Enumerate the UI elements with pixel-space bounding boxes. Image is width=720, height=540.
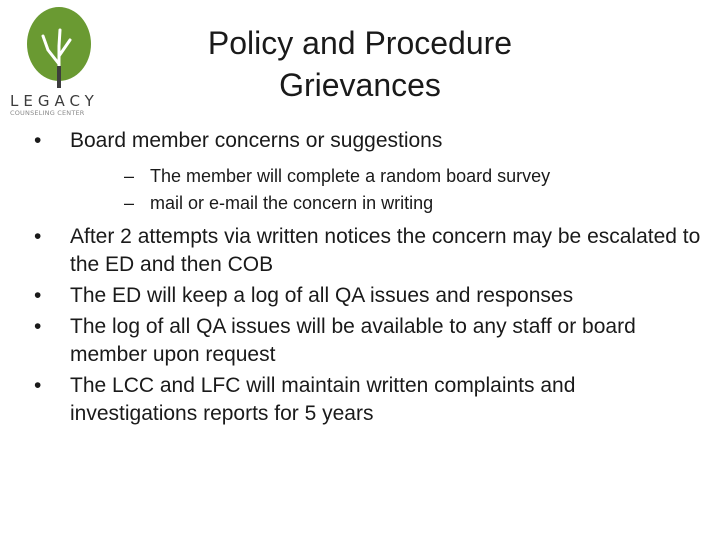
sub-bullet-list: [70, 163, 702, 217]
sub-bullet-item: [70, 163, 702, 190]
bullet-text: After 2 attempts via written notices the concern may be escalated to the ED and then COB: [70, 225, 701, 276]
dash-icon: –: [124, 166, 135, 186]
title-line-2: Grievances: [279, 67, 441, 103]
bullet-text: Board member concerns or suggestions: [70, 129, 443, 152]
bullet-icon: •: [34, 129, 42, 152]
bullet-list: [22, 127, 702, 428]
bullet-item: [22, 313, 702, 369]
bullet-text: The log of all QA issues will be available to any staff or board member upon request: [70, 315, 636, 366]
sub-bullet-text: The member will complete a random board survey: [150, 166, 551, 186]
slide-title: [130, 22, 590, 106]
bullet-icon: •: [34, 225, 42, 248]
sub-bullet-item: [70, 190, 702, 217]
bullet-icon: •: [34, 315, 42, 338]
bullet-item: [22, 127, 702, 217]
bullet-item: [22, 223, 702, 279]
logo-wordmark: LEGACY: [10, 92, 99, 110]
bullet-text: The LCC and LFC will maintain written complaints and investigations reports for 5 years: [70, 374, 576, 425]
bullet-item: [22, 282, 702, 310]
logo-subtitle: COUNSELING CENTER: [10, 109, 85, 117]
bullet-item: [22, 372, 702, 428]
bullet-text: The ED will keep a log of all QA issues and responses: [70, 284, 574, 307]
bullet-icon: •: [34, 374, 42, 397]
title-line-1: Policy and Procedure: [207, 25, 513, 61]
dash-icon: –: [124, 193, 135, 213]
bullet-icon: •: [34, 284, 42, 307]
tree-logo-icon: [24, 6, 94, 88]
legacy-logo: [6, 6, 102, 118]
slide-content: [22, 127, 702, 431]
sub-bullet-text: mail or e-mail the concern in writing: [150, 193, 434, 213]
